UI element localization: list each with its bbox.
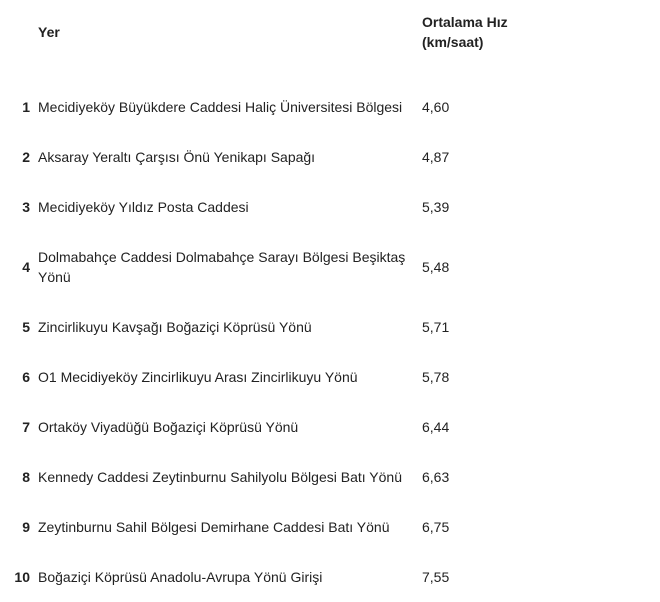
- header-speed-line2: (km/saat): [422, 34, 484, 50]
- table-header: [0, 0, 660, 82]
- header-row: [0, 0, 660, 82]
- table-row: [0, 132, 660, 182]
- row-place: O1 Mecidiyeköy Zincirlikuyu Arası Zincirlikuyu Yönü: [38, 369, 358, 385]
- row-rank: 7: [22, 419, 30, 435]
- header-place: Yer: [38, 24, 60, 40]
- row-speed: 4,87: [422, 149, 450, 165]
- header-speed: [422, 0, 660, 82]
- table-row: [0, 182, 660, 232]
- row-place: Ortaköy Viyadüğü Boğaziçi Köprüsü Yönü: [38, 419, 299, 435]
- header-speed-line1: Ortalama Hız: [422, 14, 508, 30]
- row-place: Dolmabahçe Caddesi Dolmabahçe Sarayı Bölgesi Beşiktaş Yönü: [38, 249, 406, 285]
- row-rank: 10: [14, 569, 30, 585]
- row-place: Mecidiyeköy Yıldız Posta Caddesi: [38, 199, 249, 215]
- table-row: [0, 452, 660, 502]
- row-speed: 5,78: [422, 369, 450, 385]
- table-row: [0, 552, 660, 602]
- row-place: Zeytinburnu Sahil Bölgesi Demirhane Caddesi Batı Yönü: [38, 519, 390, 535]
- row-rank: 9: [22, 519, 30, 535]
- row-speed: 5,39: [422, 199, 450, 215]
- table-row: [0, 352, 660, 402]
- row-place: Aksaray Yeraltı Çarşısı Önü Yenikapı Sapağı: [38, 149, 316, 165]
- row-rank: 5: [22, 319, 30, 335]
- table-row: [0, 302, 660, 352]
- row-rank: 3: [22, 199, 30, 215]
- table-row: [0, 82, 660, 132]
- row-place: Boğaziçi Köprüsü Anadolu-Avrupa Yönü Girişi: [38, 569, 323, 585]
- row-speed: 5,71: [422, 319, 450, 335]
- row-rank: 6: [22, 369, 30, 385]
- table-body: [0, 82, 660, 602]
- row-rank: 8: [22, 469, 30, 485]
- row-rank: 4: [22, 259, 30, 275]
- row-speed: 6,44: [422, 419, 450, 435]
- table-row: [0, 502, 660, 552]
- table-row: [0, 402, 660, 452]
- header-rank: [0, 0, 30, 82]
- row-place: Zincirlikuyu Kavşağı Boğaziçi Köprüsü Yönü: [38, 319, 312, 335]
- row-rank: 1: [22, 99, 30, 115]
- row-speed: 5,48: [422, 259, 450, 275]
- row-place: Kennedy Caddesi Zeytinburnu Sahilyolu Bölgesi Batı Yönü: [38, 469, 402, 485]
- row-speed: 6,63: [422, 469, 450, 485]
- row-place: Mecidiyeköy Büyükdere Caddesi Haliç Üniversitesi Bölgesi: [38, 99, 403, 115]
- row-speed: 4,60: [422, 99, 450, 115]
- table-row: [0, 232, 660, 302]
- row-speed: 7,55: [422, 569, 450, 585]
- row-speed: 6,75: [422, 519, 450, 535]
- row-rank: 2: [22, 149, 30, 165]
